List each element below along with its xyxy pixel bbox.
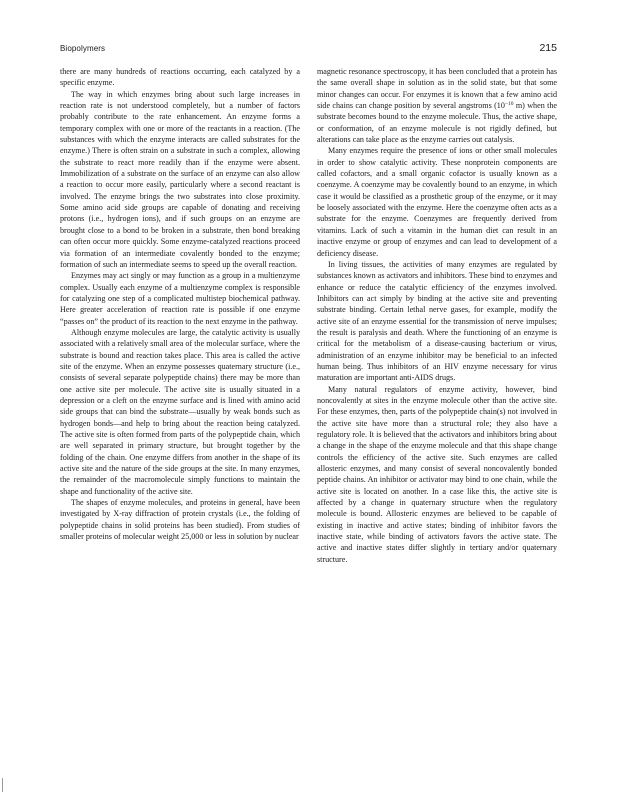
paragraph xyxy=(317,66,557,145)
paragraph: The way in which enzymes bring about such large increases in reaction rate is not understood completely, but a number of factors probably contribute to the rate enhancement. An enzyme forms a temporary complex with one or more of the reactants in a reaction. (The substances with which the enzyme interacts are called substrates for the enzyme.) There is often strain on a substrate in such a complex, allowing the substrate to react more readily than if the enzyme were absent. Immobilization of a substrate on the surface of an enzyme can also allow a reaction to occur more easily, particularly where a second reactant is involved. The enzyme brings the two substrates into close proximity. Some amino acid side groups are capable of donating and receiving protons (i.e., hydrogen ions), and if such groups on an enzyme are brought close to a bond to be broken in a substrate, then bond breaking can often occur more quickly. Some enzyme-catalyzed reactions proceed via formation of an intermediate covalently bonded to the enzyme; formation of such an intermediate seems to speed up the overall reaction. xyxy=(60,89,300,269)
scan-edge-mark xyxy=(2,778,5,792)
body-columns xyxy=(60,66,557,766)
paragraph: Many enzymes require the presence of ions or other small molecules in order to show catalytic activity. These nonprotein components are called cofactors, and a small organic cofactor is usually known as a coenzyme. A coenzyme may be covalently bound to an enzyme, in which case it would be classified as a prosthetic group of the enzyme, or it may be loosely associated with the enzyme. Here the coenzyme often acts as a substrate for the enzyme. Coenzymes are frequently derived from vitamins. Lack of such a vitamin in the human diet can result in an inactive enzyme or group of enzymes and can lead to development of a deficiency disease. xyxy=(317,146,557,258)
paragraph: Many natural regulators of enzyme activity, however, bind noncovalently at sites in the enzyme molecule other than the active site. For these enzymes, then, parts of the polypeptide chain(s) not involved in the active site have more than a structural role; they also have a regulatory role. It is believed that the activators and inhibitors bring about a change in the shape of the enzyme molecule and that this shape change controls the efficiency of the active site. Such enzymes are called allosteric enzymes, and many consist of several noncovalently bonded peptide chains. An inhibitor or activator may bind to one chain, while the active site is located on another. In a case like this, the active site is affected by a change in quaternary structure when the regulatory molecule is bound. Allosteric enzymes are believed to be capable of existing in inactive and active states; binding of inhibitor favors the inactive state, while binding of activators favors the active state. The active and inactive states differ slightly in tertiary and/or quaternary structure. xyxy=(317,384,557,564)
paragraph: The shapes of enzyme molecules, and proteins in general, have been investigated by X-ray diffraction of protein crystals (i.e., the folding of polypeptide chains in solid proteins has been studied). From studies of smaller proteins of molecular weight 25,000 or less in solution by nuclear xyxy=(60,498,300,542)
left-column xyxy=(60,66,300,766)
paragraph-text: magnetic resonance spectroscopy, it has been concluded that a protein has the same overall shape in solution as in the solid state, but that some minor changes can occur. For enzymes it is known that a few amino acid side chains can change position by several angstroms (10 xyxy=(317,67,557,111)
running-title: Biopolymers xyxy=(60,44,106,53)
paragraph: In living tissues, the activities of many enzymes are regulated by substances known as activators and inhibitors. These bind to enzymes and enhance or reduce the catalytic efficiency of the enzymes involved. Inhibitors can act simply by binding at the active site and preventing substrate binding. Certain lethal nerve gases, for example, modify the active site of an enzyme essential for the transmission of nerve impulses; the result is paralysis and death. Where the functioning of an enzyme is critical for the metabolism of a disease-causing bacterium or virus, administration of an enzyme inhibitor may be beneficial to an infected human being. Thus inhibitors of an HIV enzyme necessary for virus maturation are important anti-AIDS drugs. xyxy=(317,259,557,383)
exponent: −10 xyxy=(504,101,514,108)
paragraph: Although enzyme molecules are large, the catalytic activity is usually associated with a relatively small area of the molecular surface, where the substrate is bound and reaction takes place. This area is called the active site of the enzyme. When an enzyme possesses quaternary structure (i.e., consists of several separate polypeptide chains) there may be more than one active site per molecule. The active site is usually situated in a depression or a cleft on the enzyme surface and is lined with amino acid side groups that can bind the substrate—usually by weak bonds such as hydrogen bonds—and help to bring about the reaction being catalyzed. The active site is often formed from parts of the polypeptide chain, which are well separated in primary structure, but brought together by the folding of the chain. One enzyme differs from another in the shape of its active site and the nature of the side groups at the site. In many enzymes, the remainder of the macromolecule simply functions to maintain the shape and functionality of the active site. xyxy=(60,327,300,496)
running-header xyxy=(60,44,557,58)
paragraph: Enzymes may act singly or may function as a group in a multienzyme complex. Usually each enzyme of a multienzyme complex is responsible for catalyzing one step of a complicated multistep biochemical pathway. Here greater acceleration of reaction rate is possible if one enzyme “passes on” the product of its reaction to the next enzyme in the pathway. xyxy=(60,271,300,326)
right-column xyxy=(317,66,557,766)
paragraph: there are many hundreds of reactions occurring, each catalyzed by a specific enzyme. xyxy=(60,67,300,88)
page-number: 215 xyxy=(539,42,557,54)
paragraph-text: m) when the substrate becomes bound to the enzyme molecule. Thus, the active shape, or conformation, of an enzyme molecule is not rigidly defined, but alterations can take place as the enzyme carries out catalysis. xyxy=(317,101,557,145)
